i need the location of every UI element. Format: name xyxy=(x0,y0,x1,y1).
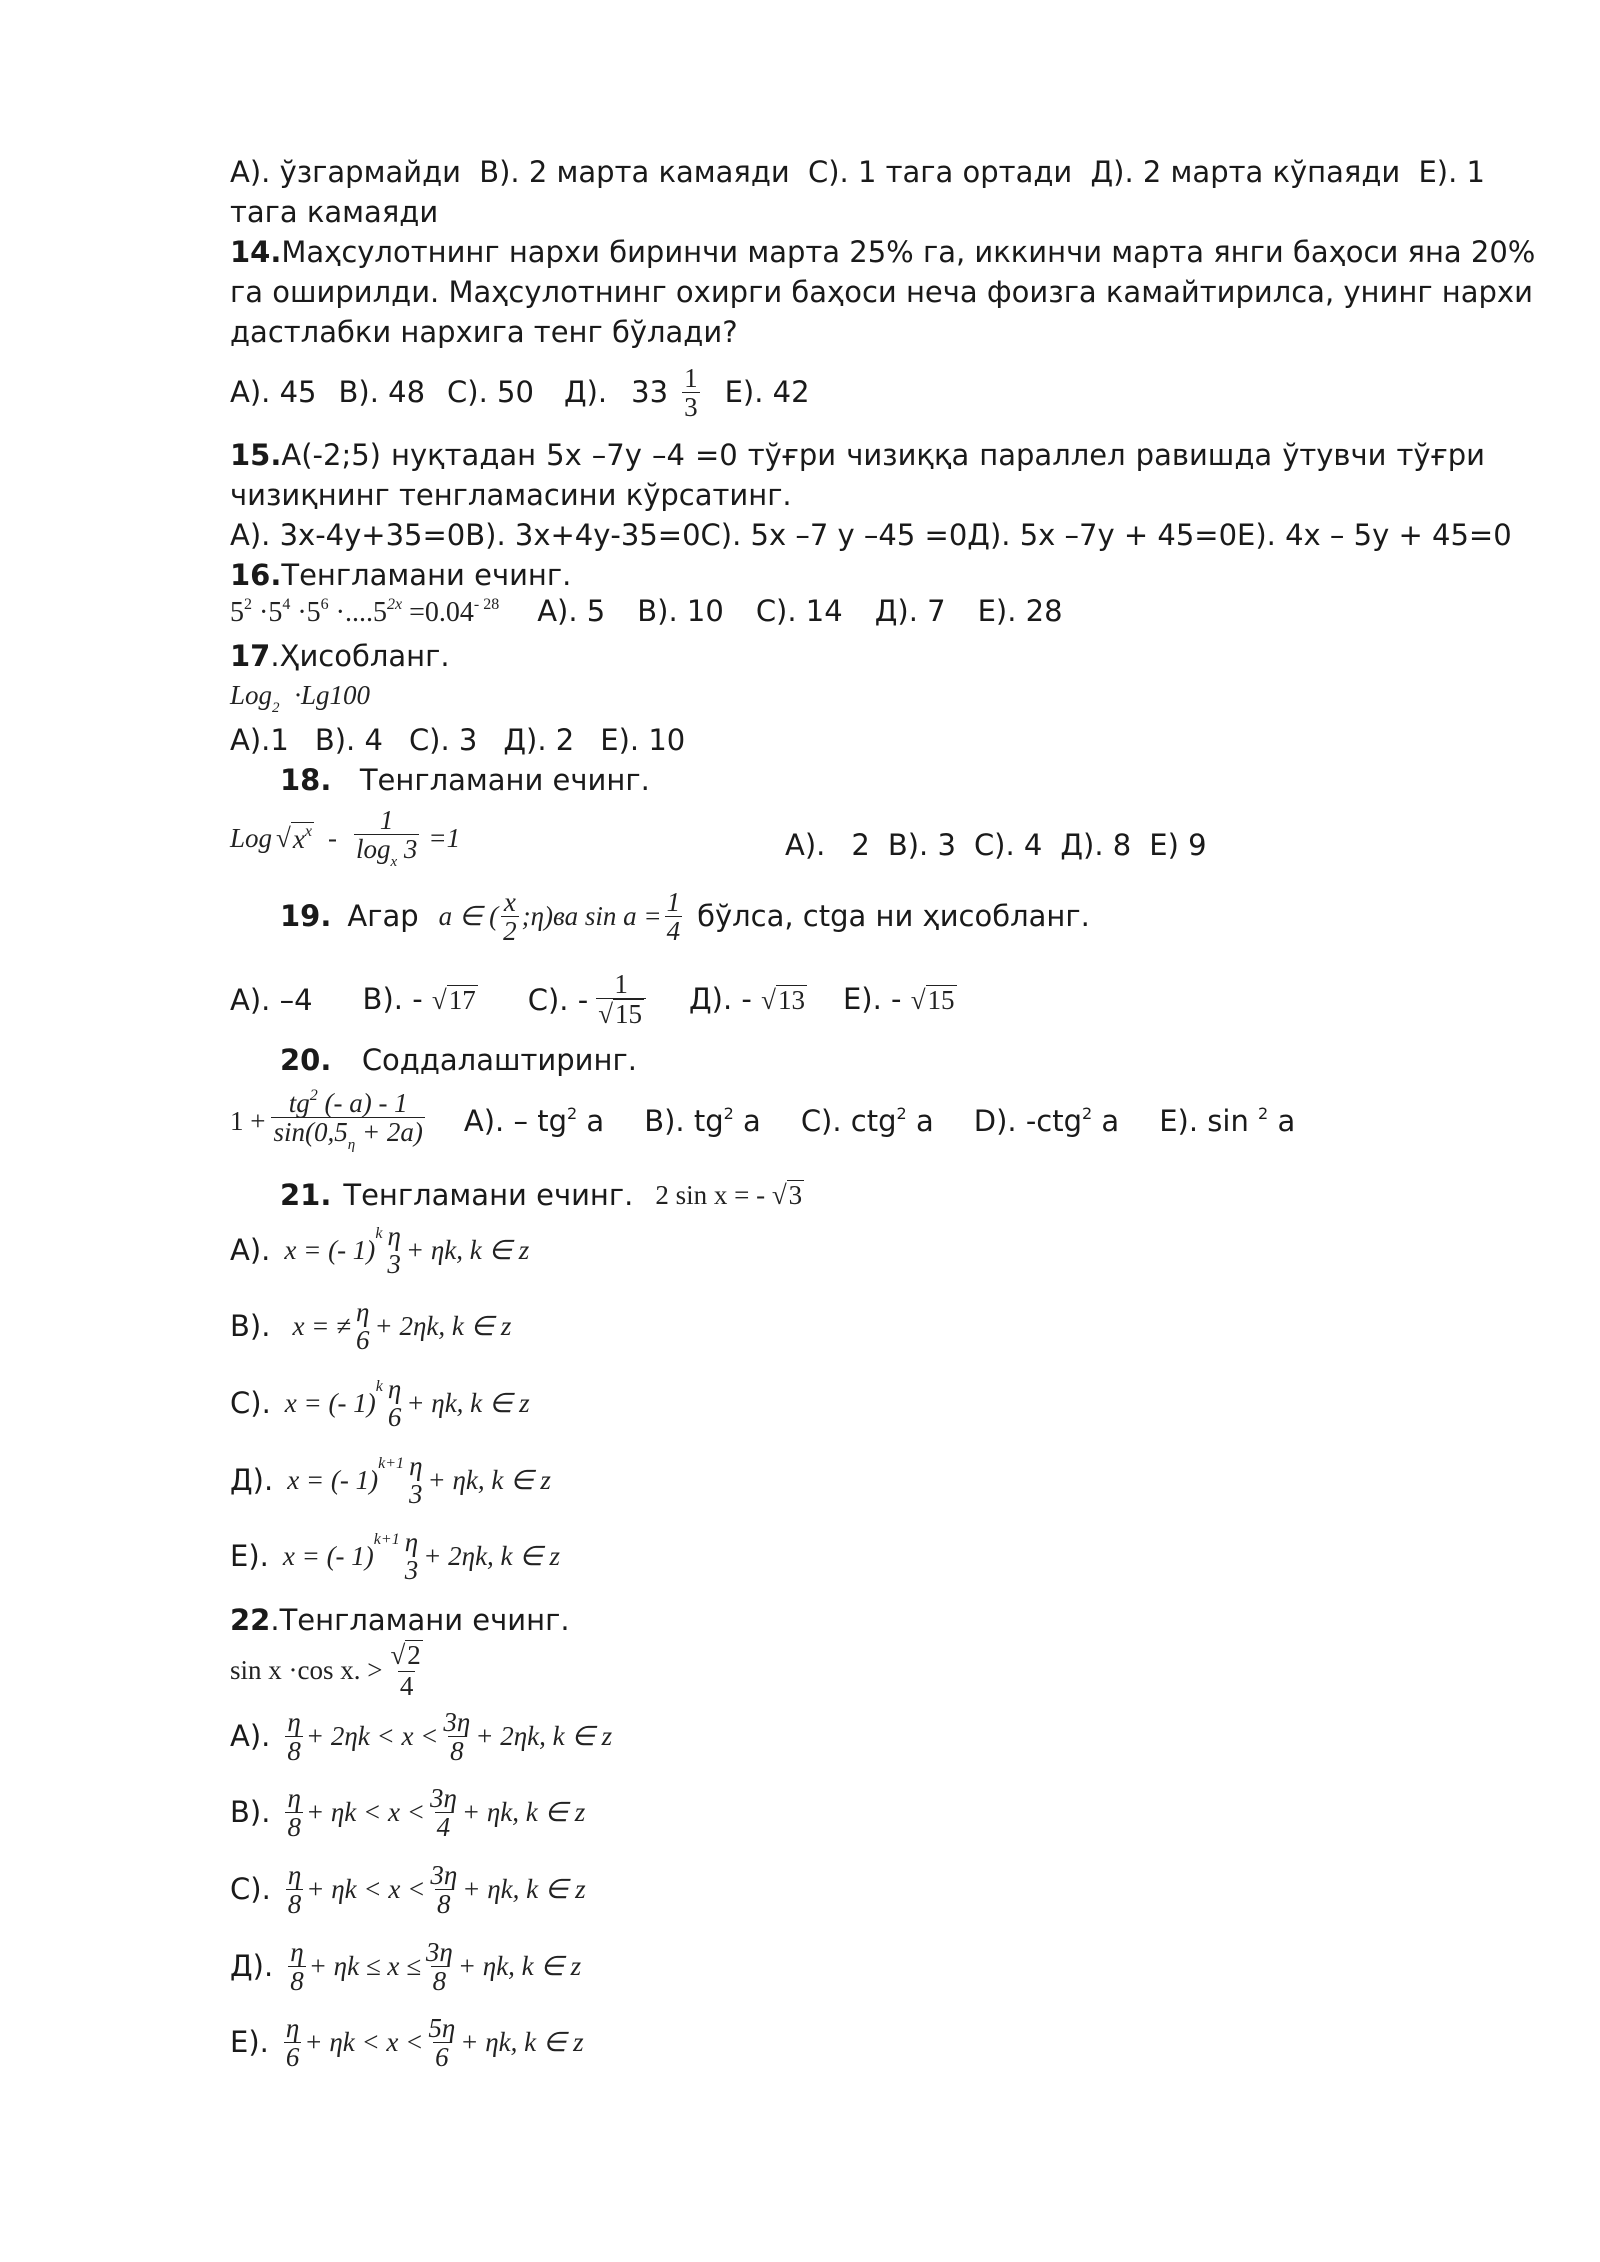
q16-row xyxy=(230,594,1063,628)
q19-answer-c: С). - $\frac{1}{√15}$ xyxy=(528,970,649,1030)
q19-answer-a: А). –4 xyxy=(230,982,313,1017)
q20-answer-c: С). ctg$^2$ a xyxy=(800,1104,934,1139)
q14-answer-e: Е). 42 xyxy=(724,375,810,410)
q13-answer-e-cont: тага камаяди xyxy=(230,195,439,229)
q15-word: А(-2;5) xyxy=(281,438,381,472)
q15-answer-d: Д). 5х –7у + 45=0 xyxy=(967,518,1238,552)
q17-answer-c: С). 3 xyxy=(408,723,478,757)
q21-answer-label: Д). xyxy=(230,1462,274,1497)
q22-title xyxy=(230,1603,570,1637)
q16-number: 16. xyxy=(230,558,282,592)
q15-answer-b: В). 3х+4у-35=0 xyxy=(465,518,701,552)
q14-answer-c: С). 50 xyxy=(447,375,534,410)
q22-answer-label: В). xyxy=(230,1795,271,1830)
q15-word: 5х xyxy=(546,438,582,472)
q18-answer-a-value: 2 xyxy=(851,828,870,862)
q21-answer-row xyxy=(230,1452,551,1509)
q21-answer-row xyxy=(230,1298,511,1355)
q13-answer-a: А). ўзгармайди xyxy=(230,155,461,189)
q17-answer-e: Е). 10 xyxy=(600,723,686,757)
q14-text-1: Маҳсулотнинг нархи биринчи марта 25% га, иккинчи марта янги баҳоси яна 20% xyxy=(281,235,1536,269)
q22-answer-expression: $\frac{\eta}{8}$ + 2ηk < x < $\frac{3\eta}{8}$ + 2ηk, k ∈ z xyxy=(287,1707,613,1767)
q19-answer-b: В). - √17 xyxy=(362,981,476,1016)
q18-title-text: Тенгламани ечинг. xyxy=(359,763,650,797)
q18-equation: Log √ $x^x$ - $\frac{1}{\log_x 3}$ =1 xyxy=(230,805,461,871)
q16-equation: $5^2 \cdot 5^4 \cdot 5^6 \cdot....5^{2x} =0.04^{- 28}$ xyxy=(230,596,500,628)
q22-answer-row xyxy=(230,2014,584,2072)
q18-answer-a: А). xyxy=(785,828,826,862)
q16-answer-c: С). 14 xyxy=(755,594,843,628)
q22-answer-row xyxy=(230,1938,581,1996)
q16-title-text: Тенгламани ечинг. xyxy=(281,558,572,592)
q22-answer-expression: $\frac{\eta}{8}$ + ηk < x < $\frac{3\eta}{4}$ + ηk, k ∈ z xyxy=(287,1783,586,1843)
q21-answer-label: Е). xyxy=(230,1538,269,1573)
q22-title-text: .Тенгламани ечинг. xyxy=(270,1603,570,1637)
q22-answer-label: Е). xyxy=(230,2025,269,2060)
q19-condition: a ∈ ( $\frac{x}{2}$ ;η)ва sin a = $\frac{1}{4}$ xyxy=(438,887,681,947)
q14-text-line2: га оширилди. Маҳсулотнинг охирги баҳоси неча фоизга камайтирилса, унинг нархи xyxy=(230,275,1533,309)
q19-post: бўлса, ctga ни ҳисобланг. xyxy=(697,899,1090,934)
q15-word: ўтувчи xyxy=(1282,438,1387,472)
q20-row xyxy=(230,1088,1295,1154)
q14-text-line3: дастлабки нархига тенг бўлади? xyxy=(230,315,738,349)
q15-answer-a: А). 3х-4у+35=0 xyxy=(230,518,466,552)
q17-title-text: .Ҳисобланг. xyxy=(270,639,450,673)
q18-answer-d: Д). 8 xyxy=(1060,828,1132,862)
q19-answer-e: Е). - √15 xyxy=(842,981,955,1016)
q15-word: –4 xyxy=(651,438,685,472)
q22-answer-expression: $\frac{\eta}{6}$ + ηk < x < $\frac{5\eta}{6}$ + ηk, k ∈ z xyxy=(285,2013,584,2073)
q21-answer-label: В). xyxy=(230,1308,271,1343)
q15-answer-c: С). 5х –7 у –45 =0 xyxy=(700,518,968,552)
q20-number: 20. xyxy=(280,1043,332,1077)
q18-answer-e: Е) 9 xyxy=(1149,828,1207,862)
q21-title xyxy=(280,1177,804,1212)
q14-answer-b: В). 48 xyxy=(338,375,426,410)
q21-answer-expression: x = (- 1) k+1 η 3 + 2ηk, k ∈ z xyxy=(282,1527,561,1586)
q15-answers xyxy=(230,518,1512,552)
q20-title xyxy=(280,1043,637,1077)
q21-answer-row xyxy=(230,1375,530,1432)
q21-title-text: Тенгламани ечинг. xyxy=(343,1177,634,1212)
q16-answer-e: Е). 28 xyxy=(977,594,1063,628)
q17-answer-d: Д). 2 xyxy=(503,723,575,757)
q15-word: нуқтадан xyxy=(391,438,537,472)
q13-answer-d: Д). 2 марта кўпаяди xyxy=(1090,155,1401,189)
q18-title xyxy=(280,763,650,797)
q19-answer-d: Д). - √13 xyxy=(689,981,805,1016)
q21-answer-label: С). xyxy=(230,1385,271,1420)
q21-answer-expression: x = (- 1) k η 6 + ηk, k ∈ z xyxy=(284,1374,530,1433)
q18-answers xyxy=(785,828,1207,862)
q17-expression: Log$_2$ ·Lg100 xyxy=(230,680,371,716)
q20-answer-e: Е). sin $^2$ a xyxy=(1159,1104,1296,1139)
q17-answer-a: А).1 xyxy=(230,723,289,757)
q18-number: 18. xyxy=(280,763,332,797)
q16-answers xyxy=(537,594,1063,628)
q20-title-text: Соддалаштиринг. xyxy=(361,1043,637,1077)
q16-title xyxy=(230,558,572,592)
q22-answer-row xyxy=(230,1708,612,1766)
q21-answer-expression: x = (- 1) k η 3 + ηk, k ∈ z xyxy=(284,1221,530,1280)
q15-word: чизиққа xyxy=(846,438,970,472)
q21-number: 21. xyxy=(280,1177,332,1212)
q14-answers xyxy=(230,364,810,422)
q21-answer-expression: x = (- 1) k+1 η 3 + ηk, k ∈ z xyxy=(287,1451,551,1510)
q15-text-line1 xyxy=(230,438,1485,472)
q22-answer-label: А). xyxy=(230,1719,271,1754)
q20-answer-a: А). – $tg^2$ a xyxy=(463,1104,605,1139)
q14-answer-d-value: 33 xyxy=(631,375,669,410)
q20-answer-b: В). $tg^2$ a xyxy=(644,1104,761,1139)
q16-answer-b: В). 10 xyxy=(637,594,724,628)
q21-answer-label: А). xyxy=(230,1232,271,1267)
q15-word: равишда xyxy=(1135,438,1273,472)
q21-answer-row xyxy=(230,1528,560,1585)
q16-answer-a: А). 5 xyxy=(537,594,606,628)
q14-answer-a: А). 45 xyxy=(230,375,317,410)
q20-answers xyxy=(463,1104,1296,1139)
q21-equation: 2 sin x = - √3 xyxy=(655,1180,803,1210)
q13-answers xyxy=(230,155,1485,189)
q15-number: 15. xyxy=(230,438,282,472)
q13-answer-b: В). 2 марта камаяди xyxy=(479,155,790,189)
q19-number: 19. xyxy=(280,899,332,934)
q22-answer-expression: $\frac{\eta}{8}$ + ηk < x < $\frac{3\eta}{8}$ + ηk, k ∈ z xyxy=(287,1860,586,1920)
q19-answers xyxy=(230,970,957,1030)
q13-answer-c: С). 1 тага ортади xyxy=(807,155,1073,189)
q22-answer-label: Д). xyxy=(230,1949,274,1984)
q15-word: параллел xyxy=(979,438,1126,472)
q14-number: 14. xyxy=(230,235,282,269)
q15-word: =0 xyxy=(694,438,738,472)
q15-word: тўғри xyxy=(1396,438,1485,472)
q21-answer-row xyxy=(230,1222,529,1279)
q15-word: тўғри xyxy=(747,438,837,472)
q15-text-line2: чизиқнинг тенгламасини кўрсатинг. xyxy=(230,478,792,512)
q22-inequality: sin x ·cos x. > $\frac{√2}{4}$ xyxy=(230,1640,421,1701)
q14-answer-d-fraction: $\frac{1}{3}$ xyxy=(684,363,698,423)
q22-number: 22 xyxy=(230,1603,271,1637)
q13-answer-e: Е). 1 xyxy=(1418,155,1485,189)
q22-answer-label: С). xyxy=(230,1872,271,1907)
q22-answer-row xyxy=(230,1861,586,1919)
q17-answers xyxy=(230,723,686,757)
q19-line xyxy=(280,888,1090,946)
q22-answer-row xyxy=(230,1784,585,1842)
q22-answer-expression: $\frac{\eta}{8}$ + ηk ≤ x ≤ $\frac{3\eta}{8}$ + ηk, k ∈ z xyxy=(290,1937,582,1997)
q19-pre: Агар xyxy=(347,899,419,934)
q18-answer-b: В). 3 xyxy=(887,828,956,862)
q14-answer-d: Д). xyxy=(563,375,608,410)
q17-number: 17 xyxy=(230,639,271,673)
q17-title xyxy=(230,639,450,673)
q16-answer-d: Д). 7 xyxy=(874,594,946,628)
q20-expression: 1 + $\frac{tg^2 (- a) - 1}{\sin(0,5_\eta + 2a)}$ xyxy=(230,1087,423,1154)
q20-answer-d: D). -ctg$^2$ a xyxy=(973,1104,1120,1139)
q14-text-line1 xyxy=(230,235,1536,269)
q15-word: –7у xyxy=(591,438,642,472)
q17-answer-b: В). 4 xyxy=(314,723,383,757)
q15-answer-e: Е). 4х – 5у + 45=0 xyxy=(1237,518,1512,552)
q21-answer-expression: x = ≠ η 6 + 2ηk, k ∈ z xyxy=(292,1297,512,1356)
q18-answer-c: С). 4 xyxy=(973,828,1043,862)
